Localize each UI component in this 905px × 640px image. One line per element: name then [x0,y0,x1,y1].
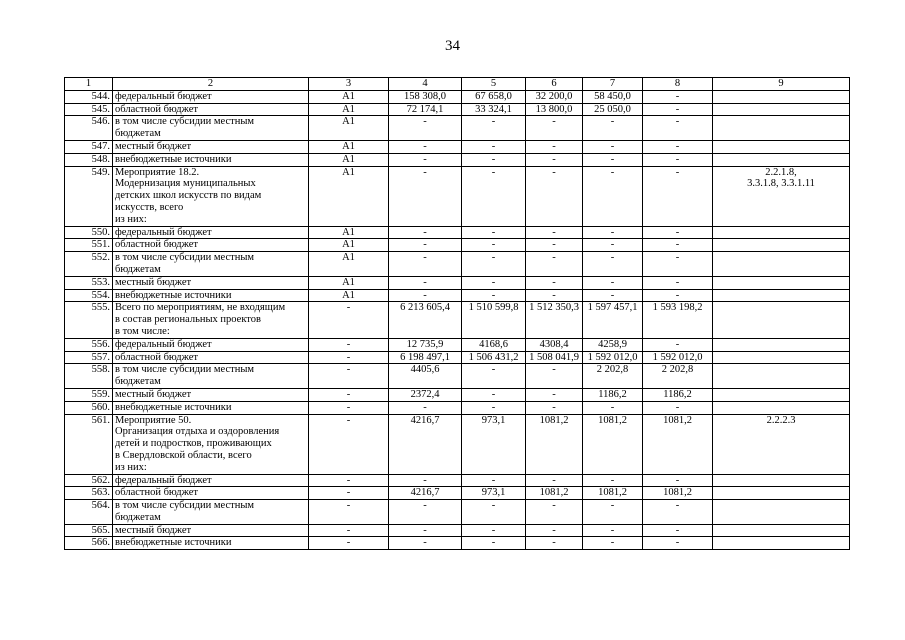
row-label: областной бюджет [113,351,309,364]
cell-value: - [643,140,713,153]
row-target-reference [713,537,850,550]
column-header: 6 [526,78,583,91]
row-label: внебюджетные источники [113,537,309,550]
table-row [65,239,850,252]
cell-value: - [389,252,462,277]
cell-value: - [462,524,526,537]
cell-value: - [389,239,462,252]
row-label: в том числе субсидии местным бюджетам [113,116,309,141]
row-label: федеральный бюджет [113,474,309,487]
row-target-reference [713,116,850,141]
row-label: местный бюджет [113,276,309,289]
row-number: 559. [65,388,113,401]
cell-value: - [462,239,526,252]
cell-value: 6 213 605,4 [389,302,462,338]
table-row [65,401,850,414]
cell-value: 2 202,8 [583,364,643,389]
cell-value: 4258,9 [583,338,643,351]
row-number: 544. [65,90,113,103]
row-label: областной бюджет [113,103,309,116]
row-number: 566. [65,537,113,550]
cell-value: - [643,166,713,226]
cell-value: - [583,524,643,537]
cell-value: 4405,6 [389,364,462,389]
cell-value: - [583,537,643,550]
cell-value: - [462,276,526,289]
cell-value: - [526,116,583,141]
cell-value: 4168,6 [462,338,526,351]
cell-value: - [526,524,583,537]
cell-value: - [643,90,713,103]
cell-value: 1186,2 [643,388,713,401]
row-label: Мероприятие 50. Организация отдыха и оздоровления детей и подростков, проживающих в Свердловской области, всего из них: [113,414,309,474]
cell-value: - [389,524,462,537]
row-code: А1 [309,140,389,153]
cell-value: - [526,153,583,166]
cell-value: - [462,401,526,414]
cell-value: - [643,276,713,289]
cell-value: - [389,140,462,153]
row-code: - [309,537,389,550]
row-target-reference [713,226,850,239]
cell-value: - [583,401,643,414]
row-code: А1 [309,90,389,103]
cell-value: - [643,474,713,487]
cell-value: - [389,537,462,550]
cell-value: - [643,537,713,550]
cell-value: - [583,226,643,239]
row-target-reference [713,252,850,277]
row-code: А1 [309,166,389,226]
cell-value: 158 308,0 [389,90,462,103]
cell-value: 2372,4 [389,388,462,401]
row-number: 560. [65,401,113,414]
cell-value: - [389,226,462,239]
cell-value: - [526,500,583,525]
cell-value: - [462,364,526,389]
row-number: 552. [65,252,113,277]
cell-value: - [389,153,462,166]
cell-value: - [643,500,713,525]
cell-value: - [462,116,526,141]
cell-value: - [526,140,583,153]
cell-value: 32 200,0 [526,90,583,103]
cell-value: - [643,116,713,141]
row-number: 557. [65,351,113,364]
row-target-reference [713,239,850,252]
table-row [65,252,850,277]
row-target-reference [713,524,850,537]
cell-value: - [526,166,583,226]
row-label: внебюджетные источники [113,289,309,302]
row-number: 555. [65,302,113,338]
cell-value: 1081,2 [583,414,643,474]
row-number: 549. [65,166,113,226]
row-code: А1 [309,116,389,141]
cell-value: 13 800,0 [526,103,583,116]
row-target-reference [713,140,850,153]
row-target-reference [713,289,850,302]
cell-value: 6 198 497,1 [389,351,462,364]
row-code: А1 [309,103,389,116]
cell-value: 1081,2 [526,414,583,474]
row-code: А1 [309,239,389,252]
cell-value: - [583,289,643,302]
table-row [65,90,850,103]
cell-value: - [389,474,462,487]
cell-value: - [462,166,526,226]
column-header: 8 [643,78,713,91]
cell-value: 1081,2 [526,487,583,500]
row-code: - [309,500,389,525]
cell-value: - [462,474,526,487]
cell-value: - [643,524,713,537]
row-number: 556. [65,338,113,351]
table-row [65,302,850,338]
budget-table [64,77,850,550]
cell-value: 1 508 041,9 [526,351,583,364]
row-code: А1 [309,252,389,277]
row-number: 564. [65,500,113,525]
table-row [65,474,850,487]
row-label: внебюджетные источники [113,153,309,166]
cell-value: - [526,364,583,389]
row-number: 563. [65,487,113,500]
cell-value: - [526,474,583,487]
cell-value: 1081,2 [643,414,713,474]
table-row [65,500,850,525]
cell-value: 1081,2 [643,487,713,500]
cell-value: - [583,239,643,252]
cell-value: - [526,401,583,414]
row-code: А1 [309,153,389,166]
row-code: А1 [309,276,389,289]
cell-value: - [389,116,462,141]
row-label: федеральный бюджет [113,90,309,103]
page-number: 34 [445,38,460,54]
row-code: А1 [309,226,389,239]
row-target-reference [713,401,850,414]
table-row [65,276,850,289]
cell-value: - [389,276,462,289]
cell-value: - [526,239,583,252]
row-code: - [309,388,389,401]
cell-value: - [643,252,713,277]
row-label: в том числе субсидии местным бюджетам [113,364,309,389]
cell-value: - [462,500,526,525]
cell-value: - [643,289,713,302]
cell-value: 1 592 012,0 [583,351,643,364]
row-code: - [309,414,389,474]
cell-value: - [583,252,643,277]
cell-value: - [583,276,643,289]
table-row [65,487,850,500]
row-label: федеральный бюджет [113,226,309,239]
cell-value: - [389,289,462,302]
table-row [65,524,850,537]
row-target-reference [713,103,850,116]
cell-value: 4216,7 [389,487,462,500]
cell-value: - [643,338,713,351]
row-number: 561. [65,414,113,474]
cell-value: - [643,153,713,166]
row-code: - [309,487,389,500]
table-row [65,116,850,141]
cell-value: - [389,166,462,226]
cell-value: 4216,7 [389,414,462,474]
row-number: 551. [65,239,113,252]
row-target-reference: 2.2.2.3 [713,414,850,474]
table-row [65,388,850,401]
row-number: 562. [65,474,113,487]
cell-value: - [583,116,643,141]
cell-value: 973,1 [462,487,526,500]
cell-value: - [643,239,713,252]
cell-value: - [389,401,462,414]
row-number: 565. [65,524,113,537]
row-label: внебюджетные источники [113,401,309,414]
row-label: местный бюджет [113,524,309,537]
cell-value: 1 510 599,8 [462,302,526,338]
table-row [65,289,850,302]
cell-value: - [462,140,526,153]
table-row [65,338,850,351]
row-target-reference [713,474,850,487]
cell-value: 58 450,0 [583,90,643,103]
cell-value: 1 593 198,2 [643,302,713,338]
cell-value: - [643,226,713,239]
cell-value: - [583,166,643,226]
cell-value: 12 735,9 [389,338,462,351]
cell-value: - [462,537,526,550]
column-header: 3 [309,78,389,91]
cell-value: 1186,2 [583,388,643,401]
column-header: 5 [462,78,526,91]
cell-value: - [462,252,526,277]
row-number: 545. [65,103,113,116]
column-header: 4 [389,78,462,91]
cell-value: - [643,103,713,116]
cell-value: 1 506 431,2 [462,351,526,364]
table-header-row [65,78,850,91]
cell-value: - [462,226,526,239]
row-label: в том числе субсидии местным бюджетам [113,252,309,277]
row-target-reference [713,364,850,389]
cell-value: 1 512 350,3 [526,302,583,338]
cell-value: 72 174,1 [389,103,462,116]
cell-value: 1081,2 [583,487,643,500]
cell-value: - [526,289,583,302]
cell-value: - [643,401,713,414]
column-header: 7 [583,78,643,91]
row-target-reference [713,487,850,500]
table-row [65,537,850,550]
row-target-reference: 2.2.1.8, 3.3.1.8, 3.3.1.11 [713,166,850,226]
table-row [65,153,850,166]
row-label: Мероприятие 18.2. Модернизация муниципальных детских школ искусств по видам искусств, всего из них: [113,166,309,226]
table-row [65,140,850,153]
row-label: Всего по мероприятиям, не входящим в состав региональных проектов в том числе: [113,302,309,338]
cell-value: - [462,388,526,401]
row-number: 547. [65,140,113,153]
row-number: 554. [65,289,113,302]
cell-value: 973,1 [462,414,526,474]
row-code: А1 [309,289,389,302]
row-code: - [309,364,389,389]
row-target-reference [713,302,850,338]
cell-value: 33 324,1 [462,103,526,116]
row-label: в том числе субсидии местным бюджетам [113,500,309,525]
column-header: 2 [113,78,309,91]
row-label: федеральный бюджет [113,338,309,351]
table-body [65,90,850,549]
cell-value: - [526,226,583,239]
row-code: - [309,474,389,487]
table-row [65,414,850,474]
row-target-reference [713,388,850,401]
cell-value: - [583,153,643,166]
cell-value: - [389,500,462,525]
table-row [65,226,850,239]
row-label: областной бюджет [113,239,309,252]
cell-value: - [526,388,583,401]
row-number: 550. [65,226,113,239]
row-number: 553. [65,276,113,289]
table-row [65,166,850,226]
row-label: местный бюджет [113,140,309,153]
row-number: 558. [65,364,113,389]
cell-value: 1 592 012,0 [643,351,713,364]
row-code: - [309,302,389,338]
table-row [65,364,850,389]
cell-value: - [583,474,643,487]
row-target-reference [713,500,850,525]
column-header: 9 [713,78,850,91]
column-header: 1 [65,78,113,91]
row-target-reference [713,351,850,364]
cell-value: - [526,252,583,277]
cell-value: 1 597 457,1 [583,302,643,338]
cell-value: 67 658,0 [462,90,526,103]
cell-value: 25 050,0 [583,103,643,116]
cell-value: - [526,537,583,550]
row-label: местный бюджет [113,388,309,401]
row-number: 546. [65,116,113,141]
cell-value: - [462,289,526,302]
table-row [65,351,850,364]
cell-value: - [526,276,583,289]
row-target-reference [713,338,850,351]
cell-value: 4308,4 [526,338,583,351]
row-code: - [309,401,389,414]
cell-value: 2 202,8 [643,364,713,389]
row-label: областной бюджет [113,487,309,500]
row-target-reference [713,153,850,166]
table-row [65,103,850,116]
row-code: - [309,524,389,537]
cell-value: - [583,140,643,153]
row-number: 548. [65,153,113,166]
cell-value: - [462,153,526,166]
cell-value: - [583,500,643,525]
row-code: - [309,338,389,351]
row-target-reference [713,276,850,289]
row-target-reference [713,90,850,103]
row-code: - [309,351,389,364]
